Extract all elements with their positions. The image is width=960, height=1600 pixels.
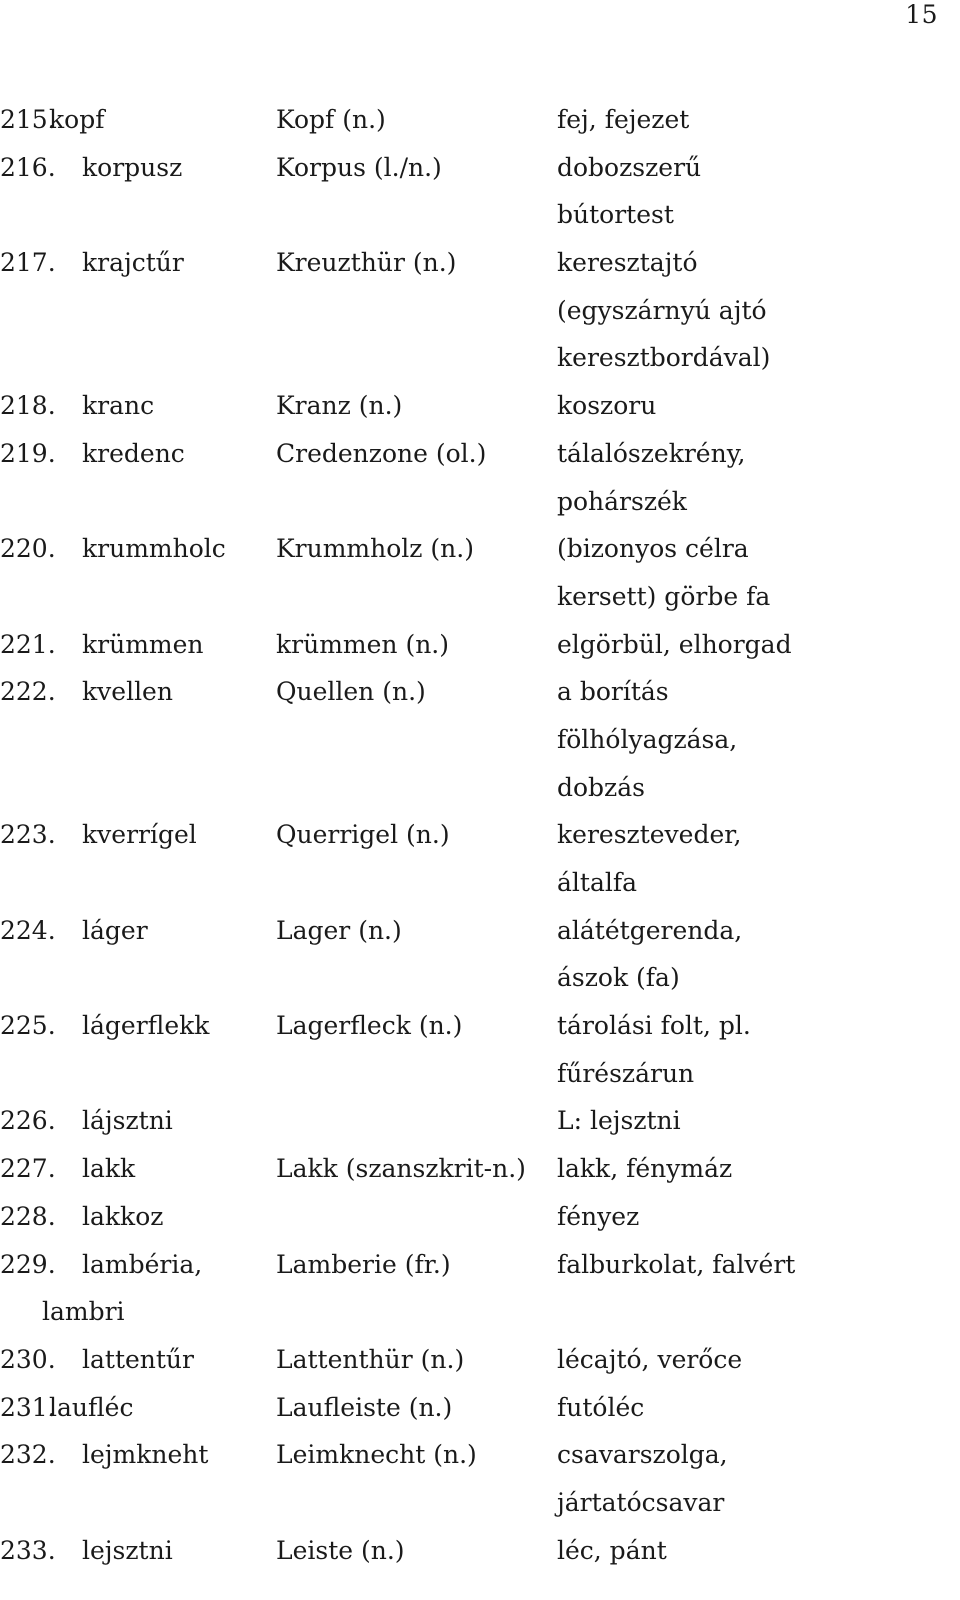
entry-term: lattentűr — [82, 1344, 194, 1374]
entry-meaning: (bizonyos célra — [557, 534, 749, 564]
entry-number: 230. — [0, 1344, 56, 1374]
entry-number: 217. — [0, 248, 56, 278]
entry-term: kopf — [49, 105, 105, 134]
entry-number: 232. — [0, 1440, 56, 1470]
glossary-entry-line — [0, 1002, 960, 1050]
entry-term: láger — [82, 915, 148, 945]
entry-meaning: fényez — [557, 1201, 640, 1231]
entry-source: Korpus (l./n.) — [276, 152, 442, 182]
entry-meaning: alátétgerenda, — [557, 915, 743, 945]
entry-term: kredenc — [82, 438, 185, 468]
entry-term: laufléc — [49, 1392, 134, 1422]
entry-source: Lager (n.) — [276, 915, 402, 945]
entry-term: kvellen — [82, 677, 173, 707]
glossary-entry-line — [0, 907, 960, 955]
entry-term: korpusz — [82, 152, 183, 182]
glossary-entry-line — [0, 478, 960, 526]
entry-meaning: falburkolat, falvért — [557, 1249, 796, 1279]
entry-meaning: a borítás — [557, 677, 669, 707]
entry-source: Lakk (szanszkrit-n.) — [276, 1154, 526, 1184]
entry-number: 223. — [0, 820, 56, 850]
glossary-entry-line — [0, 1241, 960, 1289]
glossary-entry-line — [0, 716, 960, 764]
entry-source: Krummholz (n.) — [276, 534, 474, 564]
page-number: 15 — [905, 0, 938, 29]
glossary-entry-line — [0, 1336, 960, 1384]
glossary-entry-line — [0, 621, 960, 669]
entry-term: lakkoz — [82, 1201, 164, 1231]
entry-source: Lattenthür (n.) — [276, 1344, 465, 1374]
entry-meaning: tálalószekrény, — [557, 438, 746, 468]
entry-source: Kranz (n.) — [276, 391, 403, 421]
entry-source: Kreuzthür (n.) — [276, 248, 457, 278]
entry-number: 220. — [0, 534, 56, 564]
entry-source: Quellen (n.) — [276, 677, 426, 707]
entry-term: kranc — [82, 391, 155, 421]
entry-meaning: pohárszék — [557, 486, 687, 516]
glossary-entry-line — [0, 239, 960, 287]
entry-term: lejmkneht — [82, 1440, 209, 1470]
entry-number: 233. — [0, 1535, 56, 1565]
entry-meaning: tárolási folt, pl. — [557, 1011, 751, 1041]
entry-meaning: dobzás — [557, 772, 645, 802]
glossary-entry-line — [0, 1479, 960, 1527]
entry-meaning: jártatócsavar — [557, 1487, 725, 1517]
entry-number: 231. — [0, 1392, 56, 1422]
entry-number: 221. — [0, 629, 56, 659]
entry-term: krajctűr — [82, 248, 184, 278]
entry-term-continuation: lambri — [42, 1297, 125, 1327]
glossary-entry-line — [0, 430, 960, 478]
entry-meaning: futóléc — [557, 1392, 645, 1422]
entry-meaning: fej, fejezet — [557, 105, 690, 134]
entry-source: Credenzone (ol.) — [276, 438, 487, 468]
glossary-entry-line — [0, 954, 960, 1002]
glossary-entry-line — [0, 811, 960, 859]
entry-term: krummholc — [82, 534, 226, 564]
entry-number: 228. — [0, 1201, 56, 1231]
entry-meaning: ászok (fa) — [557, 963, 680, 993]
entry-meaning: fűrészárun — [557, 1058, 695, 1088]
glossary-entry-line — [0, 525, 960, 573]
glossary-entry-line — [0, 191, 960, 239]
entry-term: kverrígel — [82, 820, 197, 850]
entry-source: krümmen (n.) — [276, 629, 450, 659]
entry-meaning: kereszteveder, — [557, 820, 742, 850]
glossary-entry-line — [0, 1431, 960, 1479]
glossary-entry-line — [0, 1288, 960, 1336]
entry-meaning: csavarszolga, — [557, 1440, 728, 1470]
glossary-entry-line — [0, 96, 960, 144]
entry-meaning: általfa — [557, 868, 638, 897]
glossary-entry-line — [0, 334, 960, 382]
entry-meaning: lakk, fénymáz — [557, 1154, 733, 1184]
glossary-entry-line — [0, 287, 960, 335]
entry-term: lájsztni — [82, 1106, 173, 1136]
glossary-entry-line — [0, 1145, 960, 1193]
entry-term: lakk — [82, 1154, 136, 1184]
glossary-list — [0, 96, 960, 1574]
glossary-entry-line — [0, 764, 960, 812]
glossary-entry-line — [0, 1193, 960, 1241]
glossary-entry-line — [0, 1384, 960, 1432]
entry-number: 219. — [0, 438, 56, 468]
entry-term: krümmen — [82, 629, 204, 659]
entry-meaning: fölhólyagzása, — [557, 724, 738, 754]
glossary-entry-line — [0, 144, 960, 192]
entry-number: 227. — [0, 1154, 56, 1184]
entry-meaning: dobozszerű — [557, 152, 702, 182]
glossary-entry-line — [0, 573, 960, 621]
entry-number: 225. — [0, 1011, 56, 1041]
entry-source: Leimknecht (n.) — [276, 1440, 477, 1470]
entry-meaning: bútortest — [557, 200, 674, 230]
glossary-entry-line — [0, 1527, 960, 1575]
entry-number: 222. — [0, 677, 56, 707]
glossary-entry-line — [0, 859, 960, 907]
entry-source: Querrigel (n.) — [276, 820, 450, 850]
entry-number: 215. — [0, 105, 56, 134]
entry-meaning: koszoru — [557, 391, 657, 421]
entry-source: Lagerfleck (n.) — [276, 1011, 463, 1041]
entry-meaning: lécajtó, verőce — [557, 1344, 743, 1374]
entry-term: lágerflekk — [82, 1011, 210, 1041]
entry-number: 226. — [0, 1106, 56, 1136]
entry-term: lambéria, — [82, 1249, 203, 1279]
entry-meaning: L: lejsztni — [557, 1106, 681, 1136]
glossary-entry-line — [0, 668, 960, 716]
entry-meaning: keresztbordával) — [557, 343, 771, 373]
entry-term: lejsztni — [82, 1535, 173, 1565]
entry-meaning: kersett) görbe fa — [557, 581, 771, 611]
entry-source: Kopf (n.) — [276, 105, 386, 134]
entry-meaning: (egyszárnyú ajtó — [557, 295, 767, 325]
entry-source: Laufleiste (n.) — [276, 1392, 453, 1422]
glossary-entry-line — [0, 1050, 960, 1098]
entry-number: 229. — [0, 1249, 56, 1279]
glossary-entry-line — [0, 1097, 960, 1145]
entry-meaning: léc, pánt — [557, 1535, 667, 1565]
entry-source: Lamberie (fr.) — [276, 1249, 451, 1279]
entry-number: 224. — [0, 915, 56, 945]
entry-source: Leiste (n.) — [276, 1535, 405, 1565]
entry-number: 216. — [0, 152, 56, 182]
glossary-entry-line — [0, 382, 960, 430]
entry-number: 218. — [0, 391, 56, 421]
entry-meaning: keresztajtó — [557, 248, 698, 278]
entry-meaning: elgörbül, elhorgad — [557, 629, 792, 659]
